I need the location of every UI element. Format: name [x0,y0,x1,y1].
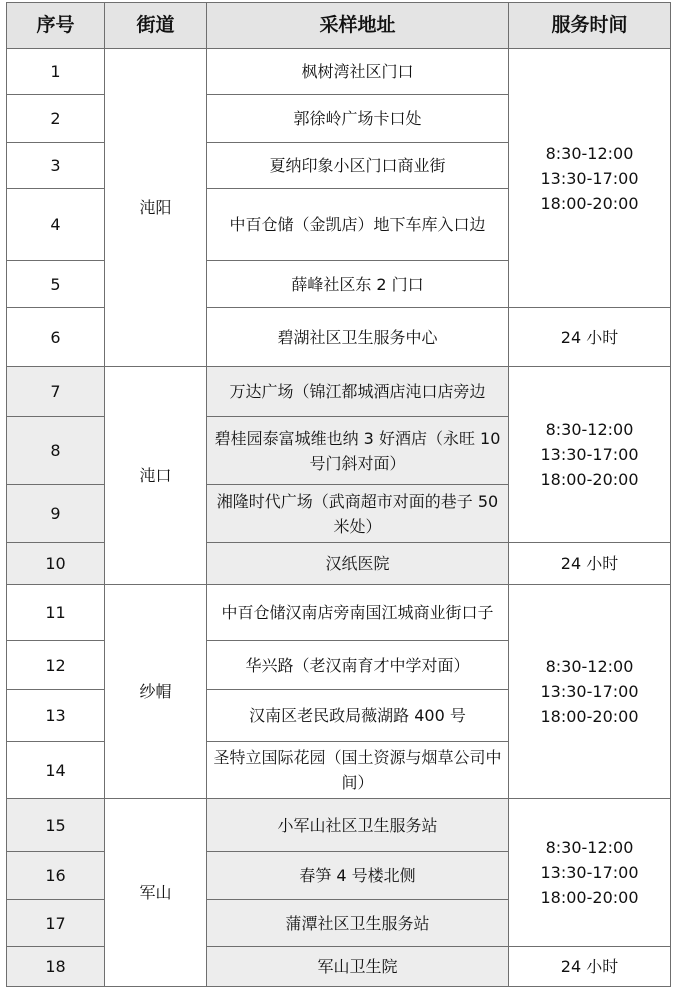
service-time-cell [509,49,671,308]
row-no: 12 [7,641,105,690]
time-slot: 18:00-20:00 [540,707,639,726]
row-address: 小军山社区卫生服务站 [207,799,509,852]
time-slot: 18:00-20:00 [540,470,639,489]
table-row [7,585,671,641]
street-cell: 沌口 [105,367,207,585]
row-address: 春笋 4 号楼北侧 [207,852,509,900]
row-address: 碧湖社区卫生服务中心 [207,308,509,367]
row-address: 枫树湾社区门口 [207,49,509,95]
row-no: 11 [7,585,105,641]
row-no: 13 [7,690,105,742]
row-address: 中百仓储汉南店旁南国江城商业街口子 [207,585,509,641]
header-row [7,3,671,49]
time-slot: 13:30-17:00 [540,682,639,701]
row-no: 17 [7,900,105,947]
street-cell: 沌阳 [105,49,207,367]
row-address: 蒲潭社区卫生服务站 [207,900,509,947]
row-address: 汉纸医院 [207,543,509,585]
table-row [7,49,671,95]
row-no: 1 [7,49,105,95]
service-time-cell: 24 小时 [509,543,671,585]
row-address: 军山卫生院 [207,947,509,987]
row-address: 湘隆时代广场（武商超市对面的巷子 50 米处） [207,485,509,543]
street-cell: 纱帽 [105,585,207,799]
row-no: 5 [7,261,105,308]
service-time-cell [509,585,671,799]
row-no: 14 [7,742,105,799]
row-no: 7 [7,367,105,417]
row-no: 18 [7,947,105,987]
row-address: 汉南区老民政局薇湖路 400 号 [207,690,509,742]
table-row [7,367,671,417]
header-time: 服务时间 [509,3,671,49]
row-no: 4 [7,189,105,261]
row-address: 郭徐岭广场卡口处 [207,95,509,143]
row-address: 圣特立国际花园（国土资源与烟草公司中间） [207,742,509,799]
sampling-sites-table [6,2,671,987]
time-slot: 8:30-12:00 [545,657,634,676]
row-no: 3 [7,143,105,189]
time-slot: 13:30-17:00 [540,168,639,188]
service-time-cell [509,367,671,543]
header-street: 街道 [105,3,207,49]
time-slot: 8:30-12:00 [545,143,634,163]
time-slot: 18:00-20:00 [540,888,639,907]
service-time-cell: 24 小时 [509,947,671,987]
table-row [7,799,671,852]
time-slot: 8:30-12:00 [545,420,634,439]
street-cell: 军山 [105,799,207,987]
row-no: 10 [7,543,105,585]
row-address: 中百仓储（金凯店）地下车库入口边 [207,189,509,261]
header-no: 序号 [7,3,105,49]
row-address: 夏纳印象小区门口商业街 [207,143,509,189]
row-no: 16 [7,852,105,900]
service-time-cell: 24 小时 [509,308,671,367]
row-address: 薛峰社区东 2 门口 [207,261,509,308]
row-address: 华兴路（老汉南育才中学对面） [207,641,509,690]
header-address: 采样地址 [207,3,509,49]
service-time-cell [509,799,671,947]
row-no: 8 [7,417,105,485]
time-slot: 8:30-12:00 [545,838,634,857]
time-slot: 13:30-17:00 [540,445,639,464]
row-no: 15 [7,799,105,852]
time-slot: 18:00-20:00 [540,193,639,213]
row-no: 9 [7,485,105,543]
row-no: 2 [7,95,105,143]
row-address: 碧桂园泰富城维也纳 3 好酒店（永旺 10 号门斜对面） [207,417,509,485]
row-address: 万达广场（锦江都城酒店沌口店旁边 [207,367,509,417]
time-slot: 13:30-17:00 [540,863,639,882]
row-no: 6 [7,308,105,367]
